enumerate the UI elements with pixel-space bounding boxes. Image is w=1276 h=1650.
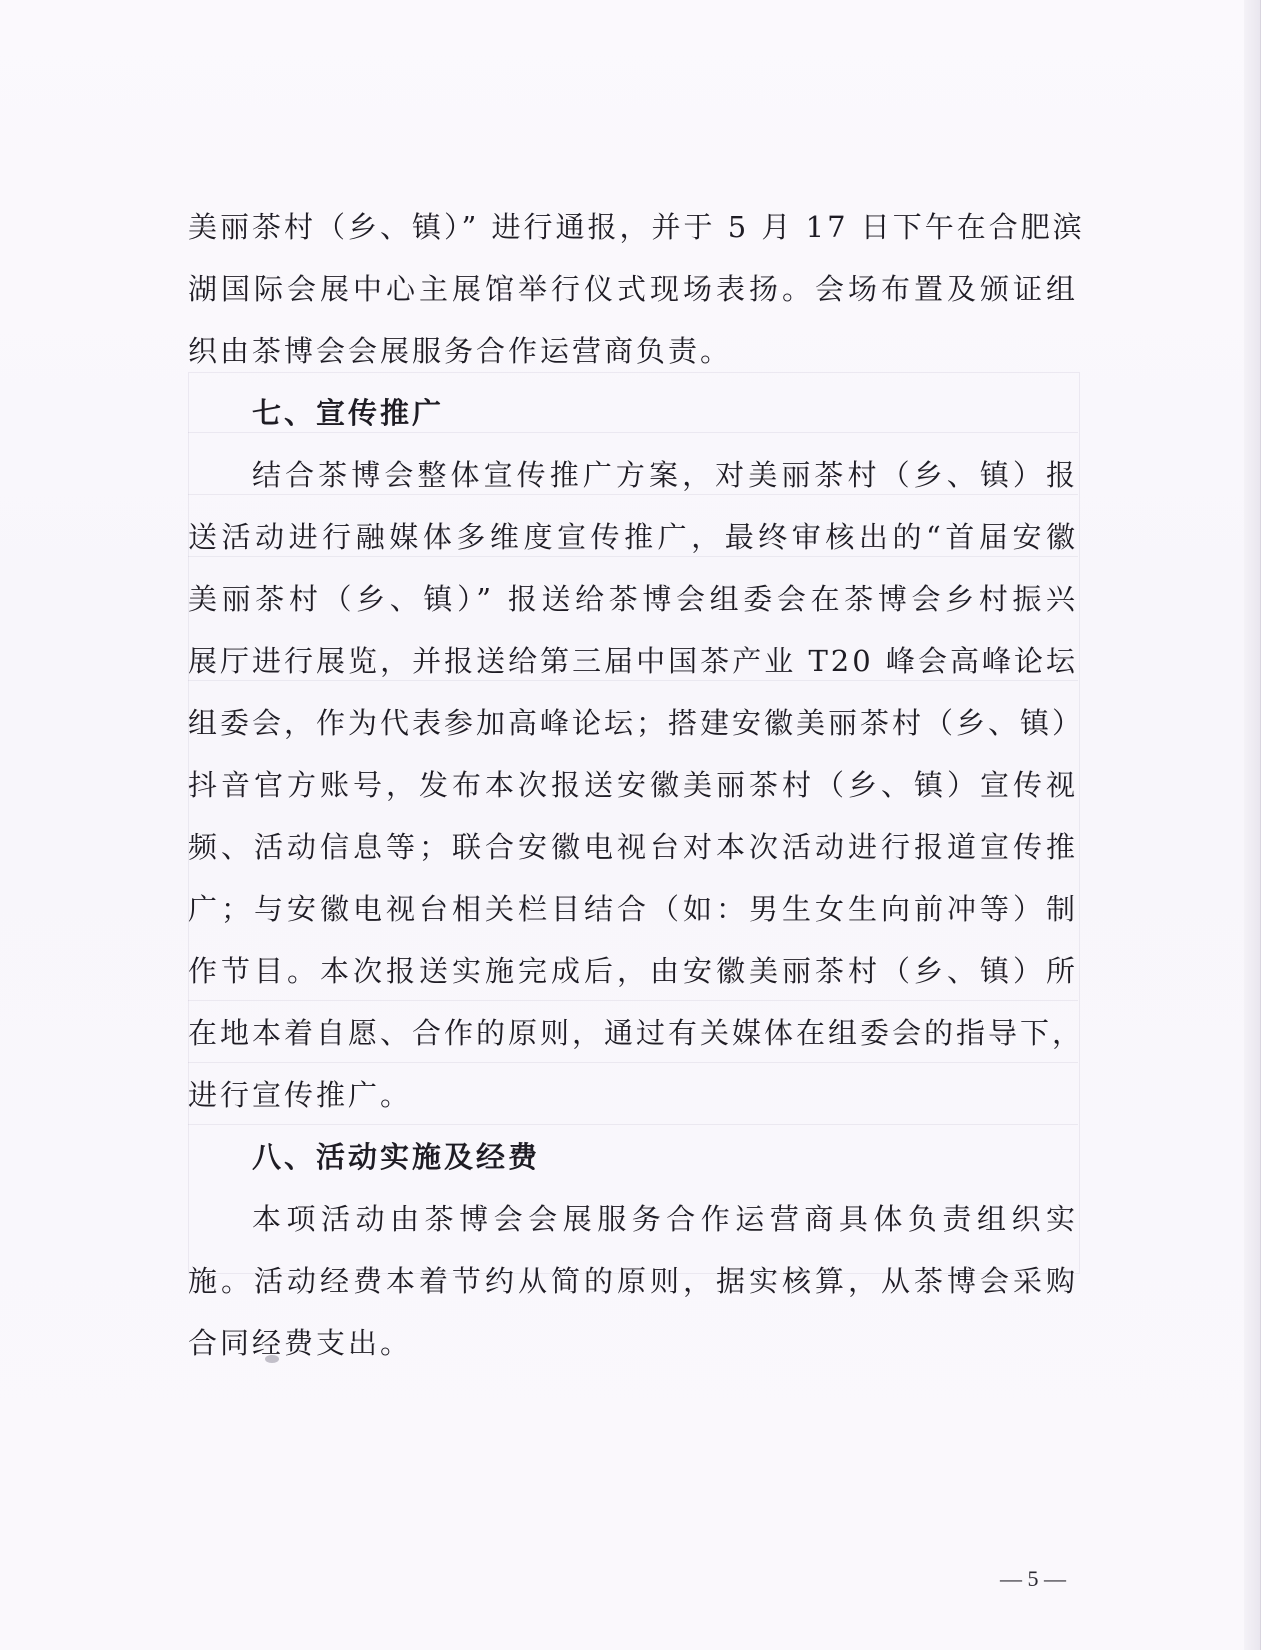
paragraph-line: 施。活动经费本着节约从简的原则，据实核算，从茶博会采购 [188,1264,1078,1298]
paragraph-line: 频、活动信息等；联合安徽电视台对本次活动进行报道宣传推 [188,830,1078,864]
paragraph-line: 美丽茶村（乡、镇）” 进行通报，并于 5 月 17 日下午在合肥滨 [188,210,1085,244]
paragraph-line: 合同经费支出。 [188,1326,413,1360]
paragraph-line: 作节目。本次报送实施完成后，由安徽美丽茶村（乡、镇）所 [188,954,1078,988]
paragraph-line: 抖音官方账号，发布本次报送安徽美丽茶村（乡、镇）宣传视 [188,768,1078,802]
paragraph-line: 本项活动由茶博会会展服务合作运营商具体负责组织实 [252,1202,1078,1236]
paragraph-line: 广；与安徽电视台相关栏目结合（如：男生女生向前冲等）制 [188,892,1078,926]
document-body [188,196,1085,1374]
paragraph-line: 结合茶博会整体宣传推广方案，对美丽茶村（乡、镇）报 [252,458,1078,492]
paragraph-line: 织由茶博会会展服务合作运营商负责。 [188,334,733,368]
paragraph-line: 美丽茶村（乡、镇）” 报送给茶博会组委会在茶博会乡村振兴 [188,582,1078,616]
paragraph-line: 在地本着自愿、合作的原则，通过有关媒体在组委会的指导下， [188,1016,1085,1050]
page-number: — 5 — [1000,1566,1066,1591]
paragraph-line: 送活动进行融媒体多维度宣传推广，最终审核出的“首届安徽 [188,520,1078,554]
paragraph-line: 湖国际会展中心主展馆举行仪式现场表扬。会场布置及颁证组 [188,272,1078,306]
paragraph-line: 进行宣传推广。 [188,1078,413,1112]
page-edge [1244,0,1260,1650]
section-heading: 七、宣传推广 [252,396,445,430]
section-heading: 八、活动实施及经费 [252,1140,541,1174]
paragraph-line: 组委会，作为代表参加高峰论坛；搭建安徽美丽茶村（乡、镇） [188,706,1085,740]
scan-speck [265,1355,279,1363]
paragraph-line: 展厅进行展览，并报送给第三届中国茶产业 T20 峰会高峰论坛 [188,644,1078,678]
